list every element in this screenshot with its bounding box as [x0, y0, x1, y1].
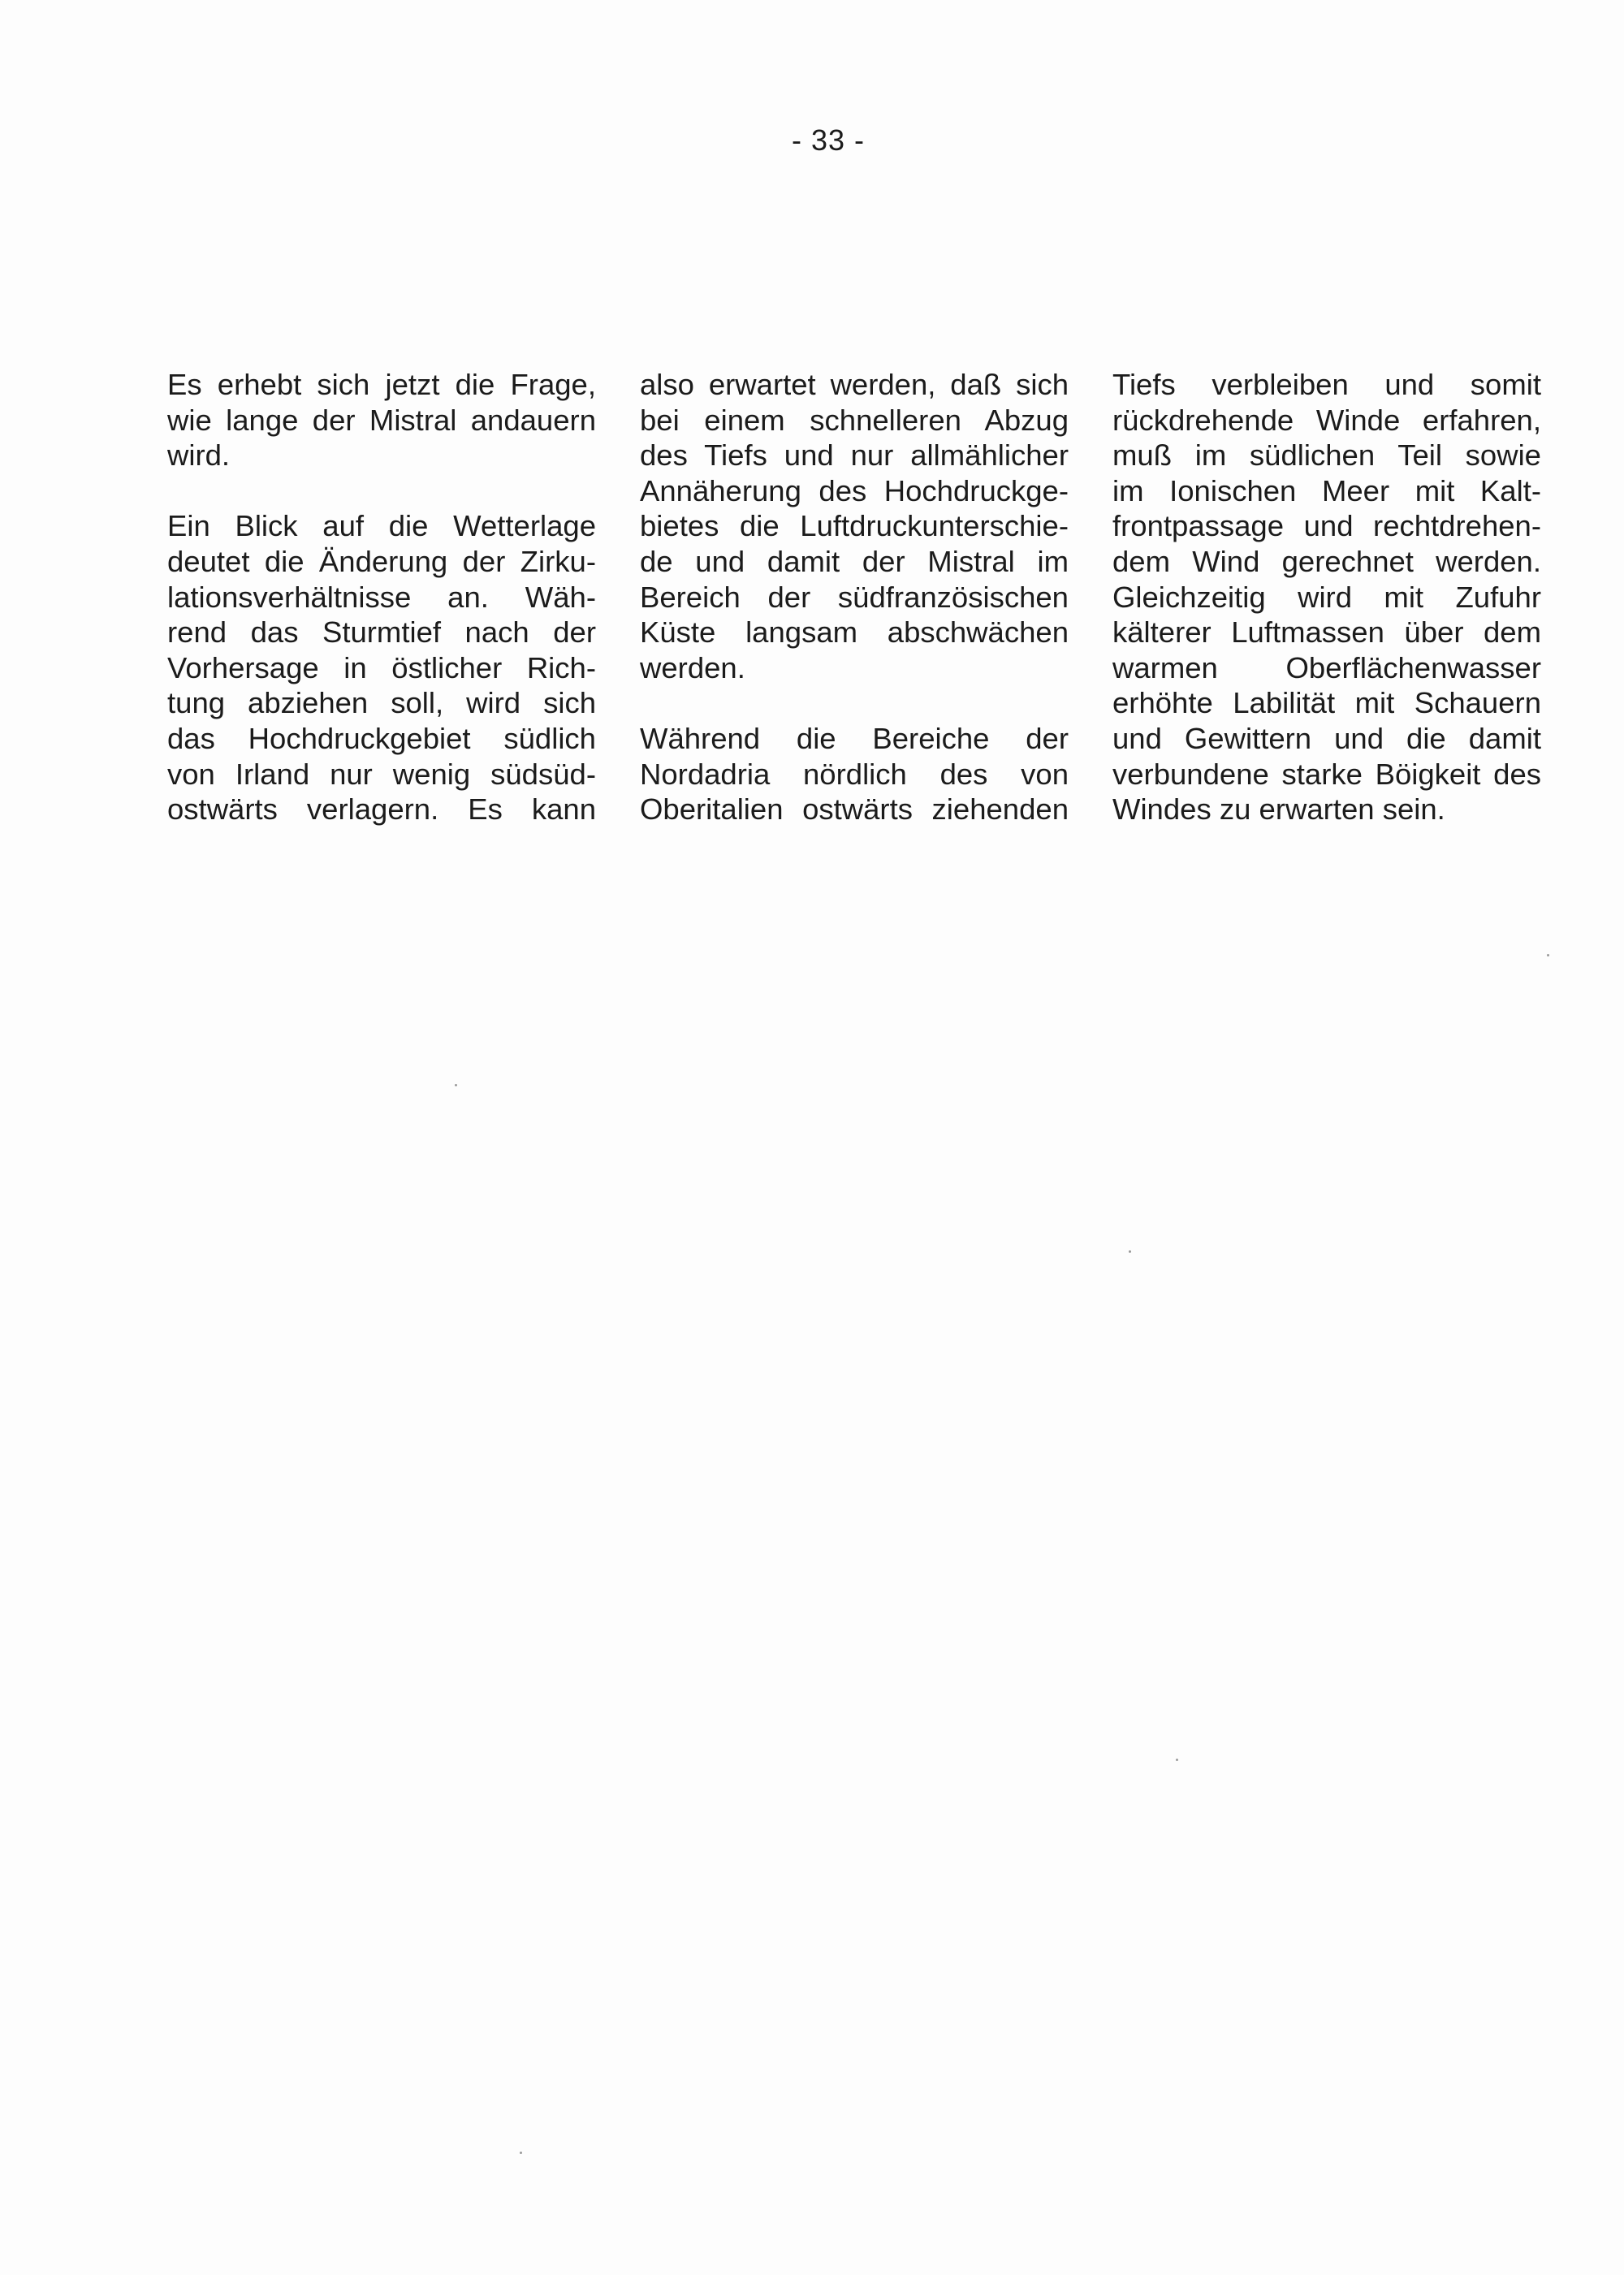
text-line: Bereich der südfranzösischen: [640, 580, 1069, 614]
text-line: rend das Sturmtief nach der: [167, 615, 596, 650]
text-column-2: [640, 367, 1069, 827]
text-line: Windes zu erwarten sein.: [1112, 792, 1445, 827]
text-line: ostwärts verlagern. Es kann: [167, 792, 596, 827]
scan-speck: [1176, 1759, 1178, 1761]
scan-speck: [1129, 1250, 1131, 1253]
text-line: Es erhebt sich jetzt die Frage,: [167, 368, 596, 401]
text-line: werden.: [640, 650, 745, 684]
paragraph-gap: [167, 473, 596, 509]
text-line: wie lange der Mistral andauern: [167, 403, 596, 437]
text-line: rückdrehende Winde erfahren,: [1112, 403, 1541, 437]
text-line: dem Wind gerechnet werden.: [1112, 544, 1541, 578]
text-line: wird.: [167, 438, 231, 473]
text-line: deutet die Änderung der Zirku-: [167, 544, 596, 578]
text-line: Während die Bereiche der: [640, 721, 1069, 755]
paragraph: [167, 367, 596, 473]
paragraph: [640, 721, 1069, 827]
scan-speck: [1547, 954, 1549, 956]
text-line: Ein Blick auf die Wetterlage: [167, 509, 596, 543]
text-line: Gleichzeitig wird mit Zufuhr: [1112, 580, 1541, 614]
text-column-1: [167, 367, 596, 827]
text-line: im Ionischen Meer mit Kalt-: [1112, 473, 1541, 507]
text-line: das Hochdruckgebiet südlich: [167, 721, 596, 755]
text-line: Vorhersage in östlicher Rich-: [167, 650, 596, 684]
text-line: Nordadria nördlich des von: [640, 757, 1069, 791]
text-line: erhöhte Labilität mit Schauern: [1112, 686, 1541, 720]
text-line: warmen Oberflächenwasser: [1112, 650, 1541, 684]
text-line: muß im südlichen Teil sowie: [1112, 438, 1541, 473]
paragraph-gap: [640, 685, 1069, 721]
text-line: also erwartet werden, daß sich: [640, 368, 1069, 401]
text-line: de und damit der Mistral im: [640, 544, 1069, 578]
text-line: Annäherung des Hochdruckge-: [640, 473, 1069, 507]
text-line: des Tiefs und nur allmählicher: [640, 438, 1069, 473]
text-line: frontpassage und rechtdrehen-: [1112, 509, 1541, 543]
text-column-3: [1112, 367, 1541, 827]
text-line: Tiefs verbleiben und somit: [1112, 368, 1541, 401]
text-line: kälterer Luftmassen über dem: [1112, 615, 1541, 650]
text-line: bei einem schnelleren Abzug: [640, 403, 1069, 437]
scan-speck: [455, 1084, 457, 1086]
text-line: bietes die Luftdruckunterschie-: [640, 509, 1069, 543]
paragraph: [640, 367, 1069, 685]
paragraph: [1112, 367, 1541, 827]
text-line: lationsverhältnisse an. Wäh-: [167, 580, 596, 614]
paragraph: [167, 508, 596, 827]
text-line: tung abziehen soll, wird sich: [167, 686, 596, 720]
scan-speck: [520, 2152, 522, 2154]
text-line: Oberitalien ostwärts ziehenden: [640, 792, 1069, 827]
text-line: verbundene starke Böigkeit des: [1112, 757, 1541, 791]
text-line: und Gewittern und die damit: [1112, 721, 1541, 755]
page-number: - 33 -: [791, 123, 866, 157]
text-line: Küste langsam abschwächen: [640, 615, 1069, 650]
text-line: von Irland nur wenig südsüd-: [167, 757, 596, 791]
